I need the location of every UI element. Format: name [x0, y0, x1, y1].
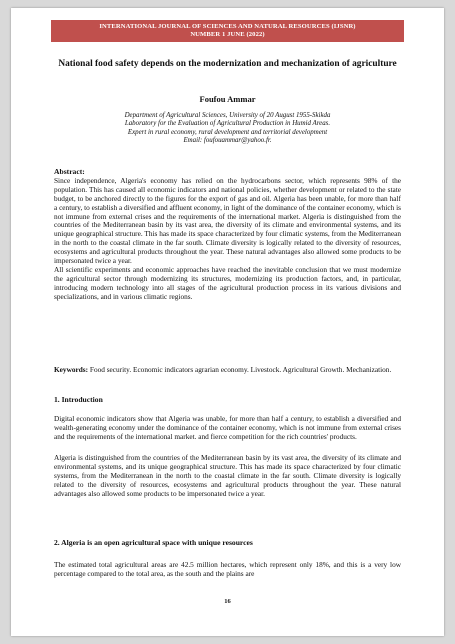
affiliation-laboratory: Laboratory for the Evaluation of Agricultural Production in Humid Areas. [124, 120, 331, 128]
affiliation-department: Department of Agricultural Sciences, University of 20 August 1955-Skikda [124, 112, 331, 119]
author-affiliation [51, 112, 404, 146]
paper-page [11, 8, 444, 636]
affiliation-expertise: Expert in rural economy, rural development and territorial development [127, 128, 328, 136]
introduction-heading: 1. Introduction [54, 395, 103, 404]
abstract-paragraph-2: All scientific experiments and economic approaches have reached the inevitable conclusion that we must modernize the agricultural sector through modernizing its structures, modernizing its production factors, and, in particular, introducing modern technology into all stages of the agricultural production process in its various divisions and specializations, and in various climatic regions. [54, 264, 401, 301]
journal-banner [51, 20, 404, 42]
introduction-paragraph-1: Digital economic indicators show that Algeria was unable, for more than half a century, to establish a diversified and wealth-generating economy under the dominance of the container economy, which is not immune from external crises and the requirements of the international market. and fierce competition for the rich countries' products. [54, 414, 401, 441]
section-2-paragraph-1: The estimated total agricultural areas are 42.5 million hectares, which represent only 18%, and this is a very low percentage compared to the total area, as the south and the plains are [54, 560, 401, 578]
abstract-section [54, 168, 401, 302]
keywords-label: Keywords: [54, 365, 89, 374]
keywords-text: Food security. Economic indicators agrarian economy. Livestock. Agricultural Growth. Mechanization. [89, 365, 392, 374]
journal-name: INTERNATIONAL JOURNAL OF SCIENCES AND NATURAL RESOURCES (IJSNR) [99, 23, 356, 30]
abstract-heading: Abstract: [54, 167, 85, 176]
section-2-heading: 2. Algeria is an open agricultural space with unique resources [54, 538, 253, 547]
paper-title: National food safety depends on the modernization and mechanization of agriculture [58, 59, 397, 69]
page-number: 16 [224, 598, 231, 605]
section-introduction [54, 396, 401, 405]
introduction-paragraph-2: Algeria is distinguished from the countries of the Mediterranean basin by its vast area, the diversity of its climate and environmental systems, and its unique geographical structure. This has made its space characterized by four climatic systems, from the Mediterranean in the north to the coastal climate in the far south. Climate diversity is logically related to the diversity of resources, ecosystems and agricultural products throughout the year. These natural advantages also allowed some products to be impersonated twice a year. [54, 453, 401, 498]
journal-issue: NUMBER 1 JUNE (2022) [190, 31, 265, 38]
author-name: Foufou Ammar [199, 94, 256, 104]
keywords-section [54, 366, 401, 375]
affiliation-email: Email: foufouammar@yahoo.fr. [183, 137, 272, 145]
abstract-paragraph-1: Since independence, Algeria's economy has relied on the hydrocarbons sector, which represents 98% of the population. This has caused all economic indicators and national policies, whether development or related to the state budget, to be anchored directly to the figures for the export of gas and oil. Algeria has been unable, for more than half a century, to establish a diversified and affluent economy, in light of the dominance of the container economy, which is not immune from external crises and the requirements of the international market. Algeria is distinguished from the countries of the Mediterranean basin by its vast area, the diversity of its climate and environmental systems, and its unique geographical structure. This has made its space characterized by four climatic systems, from the Mediterranean in the north to the coastal climate in the far south. Climate diversity is logically related to the diversity of resources, ecosystems and agricultural products throughout the year. These natural advantages also allowed some products to be impersonated twice a year. [54, 175, 401, 266]
